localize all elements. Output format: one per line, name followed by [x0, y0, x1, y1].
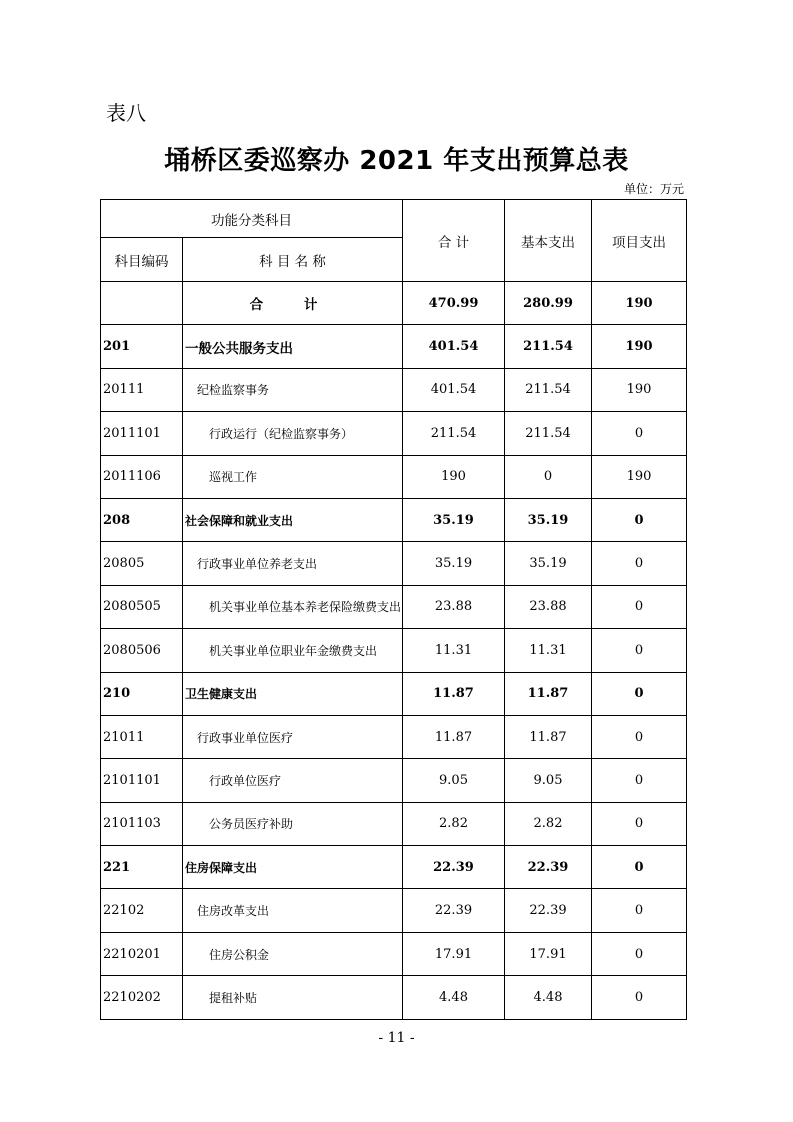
cell-code: 210 — [101, 672, 183, 715]
cell-project: 0 — [592, 802, 687, 845]
cell-name: 住房公积金 — [183, 932, 403, 975]
table-row — [101, 715, 687, 758]
header-code: 科目编码 — [101, 238, 183, 282]
table-row — [101, 585, 687, 628]
total-row — [101, 282, 687, 325]
table-row — [101, 802, 687, 845]
cell-name: 社会保障和就业支出 — [183, 498, 403, 541]
cell-basic: 211.54 — [505, 412, 592, 455]
cell-name: 提租补贴 — [183, 976, 403, 1019]
cell-project: 0 — [592, 976, 687, 1019]
header-basic: 基本支出 — [505, 200, 592, 282]
cell-name: 行政事业单位医疗 — [183, 715, 403, 758]
cell-basic: 11.87 — [505, 715, 592, 758]
table-row — [101, 629, 687, 672]
cell-basic: 35.19 — [505, 542, 592, 585]
table-row — [101, 672, 687, 715]
cell-basic: 22.39 — [505, 889, 592, 932]
cell-total: 190 — [403, 455, 505, 498]
cell-code: 20111 — [101, 368, 183, 411]
header-function-group: 功能分类科目 — [101, 200, 403, 238]
cell-total: 35.19 — [403, 542, 505, 585]
cell-basic: 4.48 — [505, 976, 592, 1019]
table-row — [101, 976, 687, 1019]
cell-basic: 280.99 — [505, 282, 592, 325]
table-row — [101, 846, 687, 889]
cell-total: 9.05 — [403, 759, 505, 802]
cell-code: 2101103 — [101, 802, 183, 845]
header-name: 科 目 名 称 — [183, 238, 403, 282]
cell-code: 208 — [101, 498, 183, 541]
cell-project: 190 — [592, 325, 687, 368]
cell-code: 2210202 — [101, 976, 183, 1019]
cell-total: 470.99 — [403, 282, 505, 325]
cell-project: 0 — [592, 629, 687, 672]
header-total: 合 计 — [403, 200, 505, 282]
cell-name: 纪检监察事务 — [183, 368, 403, 411]
cell-name: 机关事业单位职业年金缴费支出 — [183, 629, 403, 672]
cell-code: 2101101 — [101, 759, 183, 802]
cell-total: 23.88 — [403, 585, 505, 628]
header-project: 项目支出 — [592, 200, 687, 282]
cell-name: 卫生健康支出 — [183, 672, 403, 715]
cell-total: 11.31 — [403, 629, 505, 672]
cell-code: 201 — [101, 325, 183, 368]
cell-code: 2011106 — [101, 455, 183, 498]
cell-basic: 11.31 — [505, 629, 592, 672]
cell-project: 0 — [592, 932, 687, 975]
cell-total: 35.19 — [403, 498, 505, 541]
cell-total: 17.91 — [403, 932, 505, 975]
cell-basic: 211.54 — [505, 325, 592, 368]
table-row — [101, 759, 687, 802]
cell-project: 0 — [592, 889, 687, 932]
cell-project: 0 — [592, 715, 687, 758]
cell-project: 190 — [592, 282, 687, 325]
cell-total: 11.87 — [403, 672, 505, 715]
cell-name: 行政运行（纪检监察事务） — [183, 412, 403, 455]
cell-total: 22.39 — [403, 889, 505, 932]
table-row — [101, 325, 687, 368]
table-row — [101, 412, 687, 455]
cell-basic: 2.82 — [505, 802, 592, 845]
cell-basic: 211.54 — [505, 368, 592, 411]
cell-basic: 35.19 — [505, 498, 592, 541]
cell-name: 行政单位医疗 — [183, 759, 403, 802]
cell-total: 11.87 — [403, 715, 505, 758]
cell-project: 0 — [592, 412, 687, 455]
cell-basic: 22.39 — [505, 846, 592, 889]
cell-name: 行政事业单位养老支出 — [183, 542, 403, 585]
cell-project: 0 — [592, 542, 687, 585]
cell-total: 401.54 — [403, 368, 505, 411]
cell-total: 22.39 — [403, 846, 505, 889]
cell-project: 0 — [592, 759, 687, 802]
table-row — [101, 368, 687, 411]
table-row — [101, 498, 687, 541]
cell-total: 401.54 — [403, 325, 505, 368]
cell-code — [101, 282, 183, 325]
cell-code: 20805 — [101, 542, 183, 585]
table-row — [101, 889, 687, 932]
cell-project: 0 — [592, 672, 687, 715]
cell-total: 211.54 — [403, 412, 505, 455]
table-label: 表八 — [106, 101, 146, 125]
cell-project: 190 — [592, 455, 687, 498]
cell-code: 2080505 — [101, 585, 183, 628]
cell-code: 221 — [101, 846, 183, 889]
cell-name: 合 计 — [183, 282, 403, 325]
cell-code: 2210201 — [101, 932, 183, 975]
budget-table — [100, 199, 687, 1020]
unit-note: 单位：万元 — [623, 182, 684, 196]
cell-code: 2080506 — [101, 629, 183, 672]
cell-code: 21011 — [101, 715, 183, 758]
cell-code: 2011101 — [101, 412, 183, 455]
table-row — [101, 932, 687, 975]
cell-name: 住房改革支出 — [183, 889, 403, 932]
cell-basic: 0 — [505, 455, 592, 498]
cell-basic: 23.88 — [505, 585, 592, 628]
table-row — [101, 455, 687, 498]
cell-project: 0 — [592, 498, 687, 541]
page-number: - 11 - — [378, 1030, 415, 1046]
cell-project: 190 — [592, 368, 687, 411]
table-row — [101, 542, 687, 585]
cell-name: 机关事业单位基本养老保险缴费支出 — [183, 585, 403, 628]
cell-total: 2.82 — [403, 802, 505, 845]
cell-name: 住房保障支出 — [183, 846, 403, 889]
document-title: 埇桥区委巡察办 2021 年支出预算总表 — [164, 146, 629, 176]
cell-name: 公务员医疗补助 — [183, 802, 403, 845]
cell-project: 0 — [592, 585, 687, 628]
cell-project: 0 — [592, 846, 687, 889]
cell-basic: 11.87 — [505, 672, 592, 715]
cell-basic: 9.05 — [505, 759, 592, 802]
cell-name: 巡视工作 — [183, 455, 403, 498]
cell-total: 4.48 — [403, 976, 505, 1019]
cell-name: 一般公共服务支出 — [183, 325, 403, 368]
cell-code: 22102 — [101, 889, 183, 932]
cell-basic: 17.91 — [505, 932, 592, 975]
